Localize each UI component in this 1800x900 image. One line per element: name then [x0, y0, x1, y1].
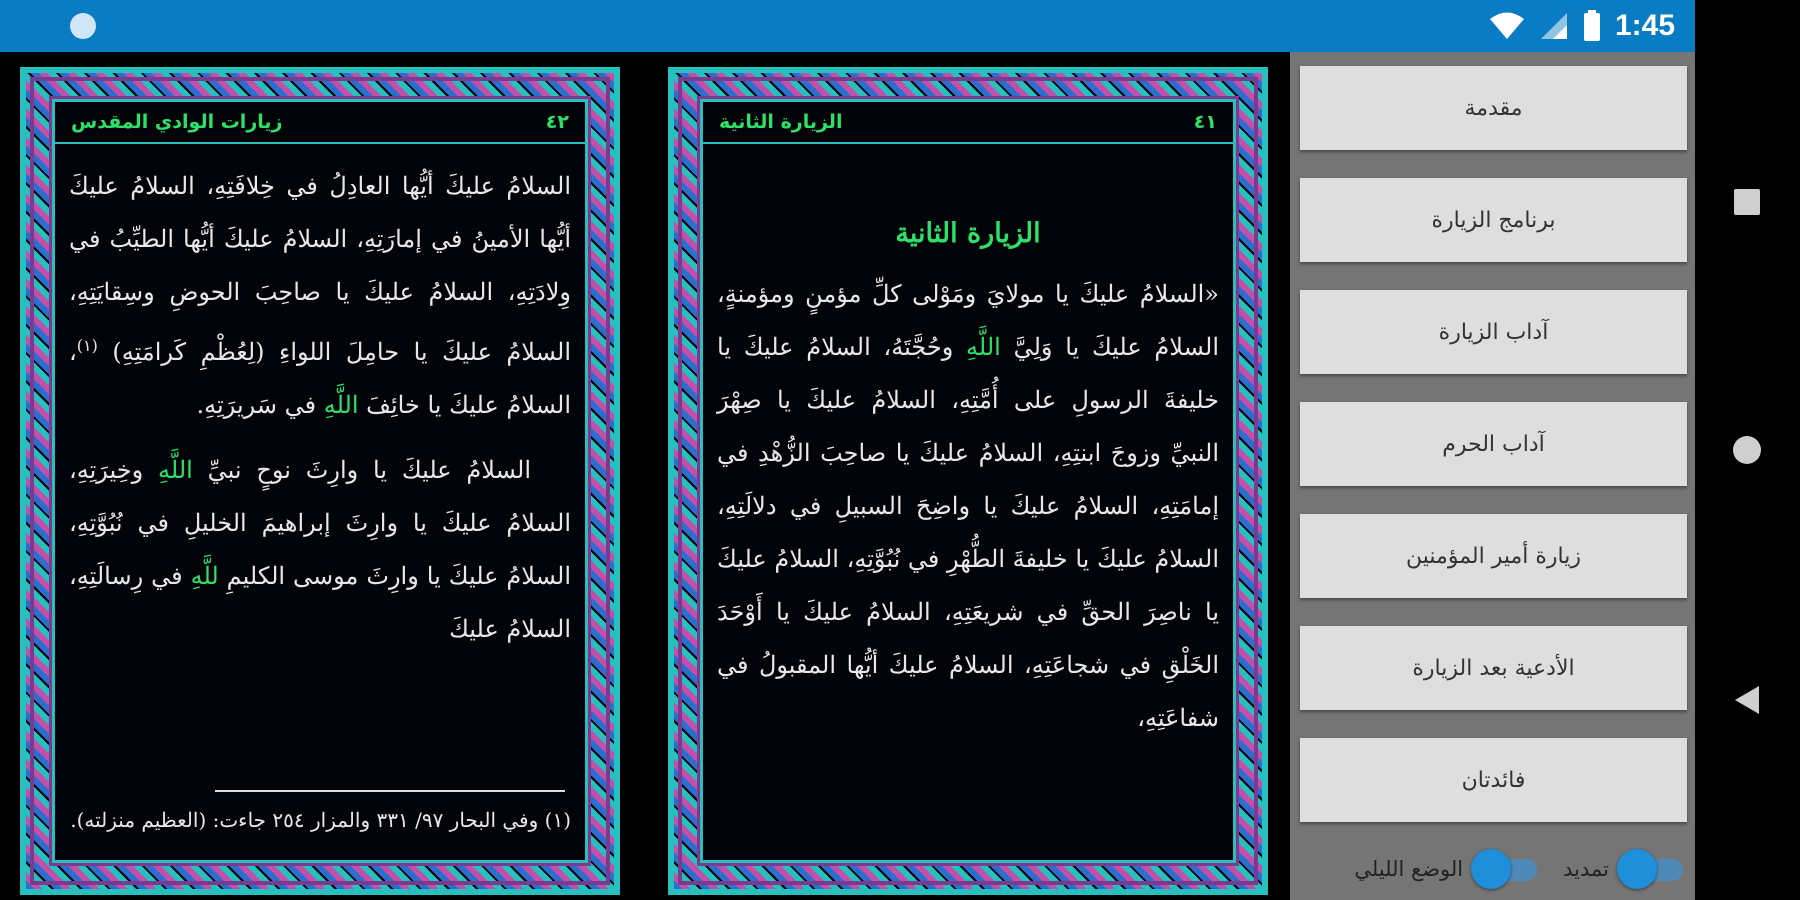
page-header — [703, 102, 1233, 144]
status-icons — [1489, 8, 1675, 44]
page-title: زيارات الوادي المقدس — [71, 111, 283, 133]
section-heading: الزيارة الثانية — [895, 218, 1041, 249]
status-bar — [0, 0, 1695, 52]
menu-intro-button[interactable]: مقدمة — [1300, 66, 1687, 150]
recents-button[interactable] — [1725, 180, 1769, 224]
page-text — [69, 160, 571, 656]
page-inner — [700, 99, 1236, 863]
page-header — [55, 102, 585, 144]
wifi-icon — [1489, 12, 1525, 40]
home-button[interactable] — [1725, 428, 1769, 472]
menu-duas-button[interactable]: الأدعية بعد الزيارة — [1300, 626, 1687, 710]
menu-two-benefits-button[interactable]: فائدتان — [1300, 738, 1687, 822]
footnote-divider — [215, 790, 565, 792]
menu-amir-ziyara-button[interactable]: زيارة أمير المؤمنين — [1300, 514, 1687, 598]
notification-icon — [70, 13, 96, 39]
book-viewer[interactable] — [0, 52, 1695, 900]
stretch-label: تمديد — [1563, 857, 1609, 881]
back-triangle-icon — [1733, 685, 1761, 715]
stretch-toggle[interactable] — [1617, 849, 1687, 889]
back-button[interactable] — [1725, 678, 1769, 722]
footnote: (١) وفي البحار ٩٧/ ٣٣١ والمزار ٢٥٤ جاءت: (العظيم منزلته). — [70, 808, 571, 832]
paragraph: السلامُ عليكَ يا وارِثَ نوحٍ نبيِّ اللَّهِ وخِيرَتِهِ، السلامُ عليكَ يا وارِثَ إبراهيمَ الخليلِ في نُبُوَّتِهِ، السلامُ عليكَ يا وارِثَ موسى الكليمِ للَّهِ في رِسالَتِهِ، السلامُ عليكَ — [69, 456, 571, 643]
clock: 1:45 — [1614, 9, 1675, 42]
circle-icon — [1732, 435, 1762, 465]
navigation-bar — [1695, 0, 1800, 900]
square-icon — [1733, 188, 1761, 216]
paragraph: «السلامُ عليكَ يا مولايَ ومَوْلى كلِّ مؤمنٍ ومؤمنةٍ، السلامُ عليكَ يا وَلِيَّ اللَّهِ وحُجَّتَهُ، السلامُ عليكَ يا خليفةَ الرسولِ على أُمَّتِهِ، السلامُ عليكَ يا صِهْرَ النبيِّ وزوجَ ابنتِهِ، السلامُ عليكَ يا صاحِبَ الزُّهْدِ في إمامَتِهِ، السلامُ عليكَ يا واضِحَ السبيلِ في دلالَتِهِ، السلامُ عليكَ يا خليفةَ الطُّهْرِ في نُبُوَّتِهِ، السلامُ عليكَ يا ناصِرَ الحقِّ في شريعَتِهِ، السلامُ عليكَ يا أَوْحَدَ الخَلْقِ في شجاعَتِهِ، السلامُ عليكَ أيُّها المقبولُ في شفاعَتِهِ، — [717, 280, 1219, 732]
menu-ziyara-etiquette-button[interactable]: آداب الزيارة — [1300, 290, 1687, 374]
page-title: الزيارة الثانية — [719, 111, 843, 133]
page-number: ٤٢ — [545, 111, 569, 133]
night-mode-label: الوضع الليلي — [1354, 857, 1464, 881]
page-number: ٤١ — [1193, 111, 1217, 133]
page-text — [717, 182, 1219, 745]
page-right[interactable] — [668, 67, 1268, 895]
sidebar-menu — [1290, 52, 1695, 900]
signal-icon — [1539, 12, 1569, 40]
menu-ziyara-program-button[interactable]: برنامج الزيارة — [1300, 178, 1687, 262]
paragraph: السلامُ عليكَ أيُّها العادِلُ في خِلافَتِهِ، السلامُ عليكَ أيُّها الأمينُ في إمارَتِهِ، السلامُ عليكَ أيُّها الطيِّبُ في وِلادَتِهِ، السلامُ عليكَ يا صاحِبَ الحوضِ وسِقايَتِهِ، السلامُ عليكَ يا حامِلَ اللواءِ (لِعُظْمِ كَرامَتِهِ) $^{(١)}$، السلامُ عليكَ يا خائِفَ اللَّهِ في سَريرَتِهِ. — [69, 172, 572, 419]
page-left[interactable] — [20, 67, 620, 895]
battery-icon — [1583, 10, 1601, 42]
page-inner — [52, 99, 588, 863]
menu-haram-etiquette-button[interactable]: آداب الحرم — [1300, 402, 1687, 486]
toggle-row — [1290, 842, 1695, 896]
night-mode-toggle[interactable] — [1471, 849, 1541, 889]
